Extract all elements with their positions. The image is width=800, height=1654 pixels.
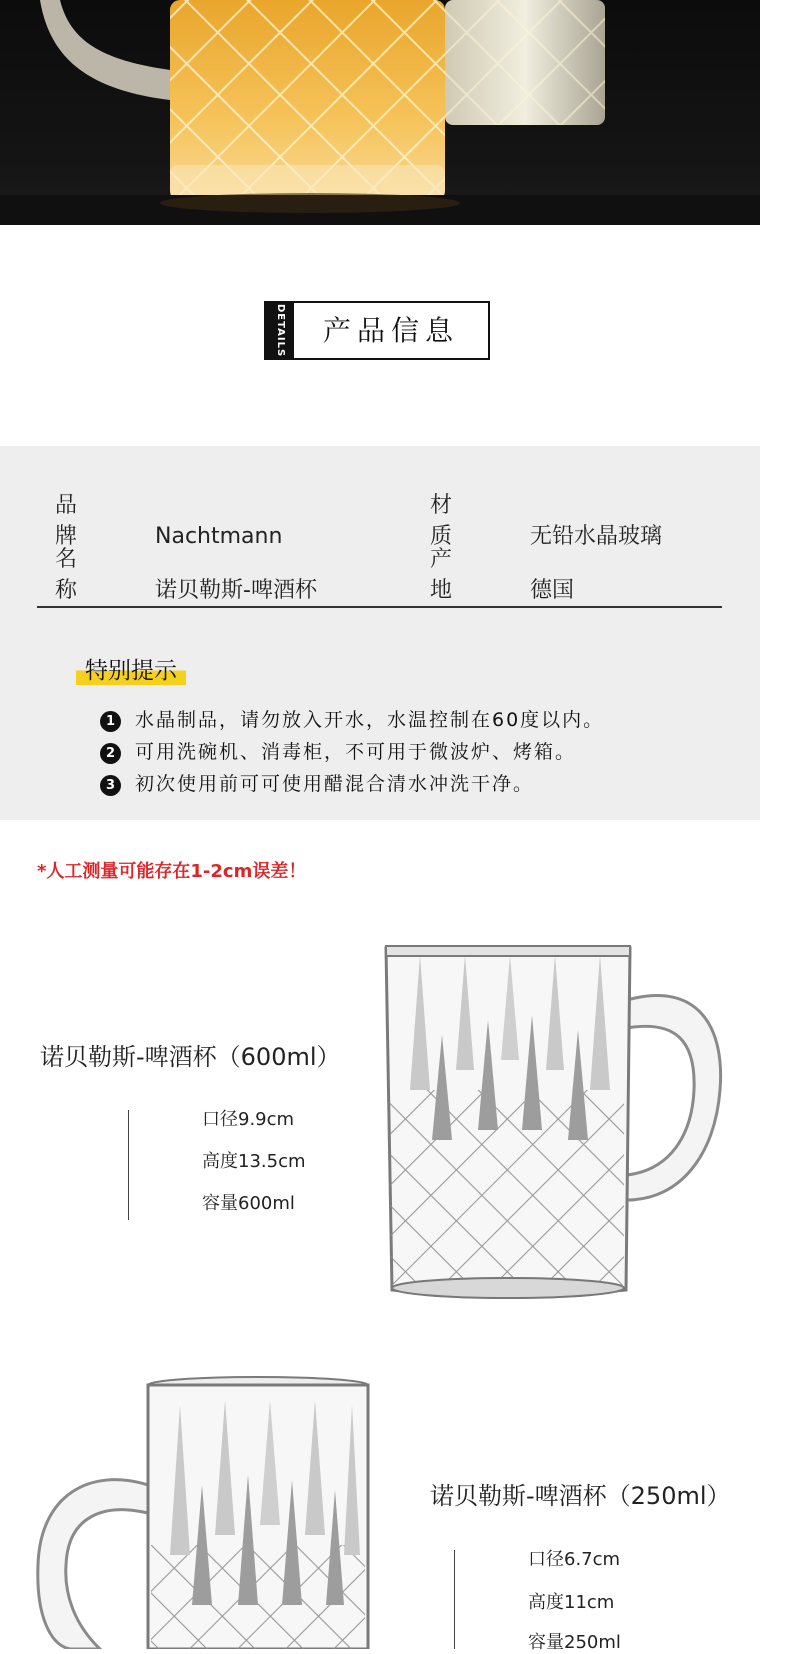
tip-item	[100, 768, 604, 800]
origin-value: 德国	[530, 578, 575, 603]
spec-height: 高度13.5cm	[202, 1151, 306, 1172]
product-name-250ml: 诺贝勒斯-啤酒杯（250ml）	[430, 1482, 731, 1510]
material-label: 材质	[430, 493, 471, 549]
spec-height: 高度11cm	[528, 1592, 615, 1613]
material-row	[430, 488, 662, 550]
tip-text: 可用洗碗机、消毒柜，不可用于微波炉、烤箱。	[135, 741, 577, 763]
brand-value: Nachtmann	[155, 524, 283, 549]
spec-capacity: 容量250ml	[528, 1632, 621, 1653]
spec-divider-line	[128, 1110, 129, 1220]
material-value: 无铅水晶玻璃	[530, 524, 663, 549]
tip-text: 水晶制品，请勿放入开水，水温控制在60度以内。	[135, 709, 605, 731]
tips-list	[100, 704, 604, 800]
tip-item	[100, 736, 604, 768]
info-divider	[37, 606, 722, 608]
section-title: 产品信息	[322, 314, 459, 347]
spec-diameter: 口径9.9cm	[202, 1109, 295, 1130]
spec-divider-line	[454, 1550, 455, 1649]
mug-600ml-image	[380, 940, 750, 1310]
hero-photo	[0, 0, 760, 225]
tip-number-badge: 3	[100, 775, 121, 796]
mug-250ml-image	[30, 1375, 380, 1649]
spec-diameter: 口径6.7cm	[528, 1549, 621, 1570]
tips-title: 特别提示	[76, 652, 186, 685]
product-info-panel	[0, 446, 760, 820]
tip-number-badge: 2	[100, 743, 121, 764]
name-value: 诺贝勒斯-啤酒杯	[155, 578, 317, 603]
origin-row	[430, 542, 574, 604]
section-header	[264, 301, 490, 360]
product-name-600ml: 诺贝勒斯-啤酒杯（600ml）	[40, 1043, 341, 1071]
tip-number-badge: 1	[100, 711, 121, 732]
name-label: 名称	[55, 547, 96, 603]
spec-capacity: 容量600ml	[202, 1193, 295, 1214]
details-tab: DETAILS	[266, 303, 294, 358]
tip-item	[100, 704, 604, 736]
brand-row	[55, 488, 282, 550]
name-row	[55, 542, 317, 604]
brand-label: 品牌	[55, 493, 96, 549]
tip-text: 初次使用前可可使用醋混合清水冲洗干净。	[135, 773, 535, 795]
origin-label: 产地	[430, 547, 471, 603]
measurement-warning: *人工测量可能存在1-2cm误差！	[37, 861, 307, 882]
